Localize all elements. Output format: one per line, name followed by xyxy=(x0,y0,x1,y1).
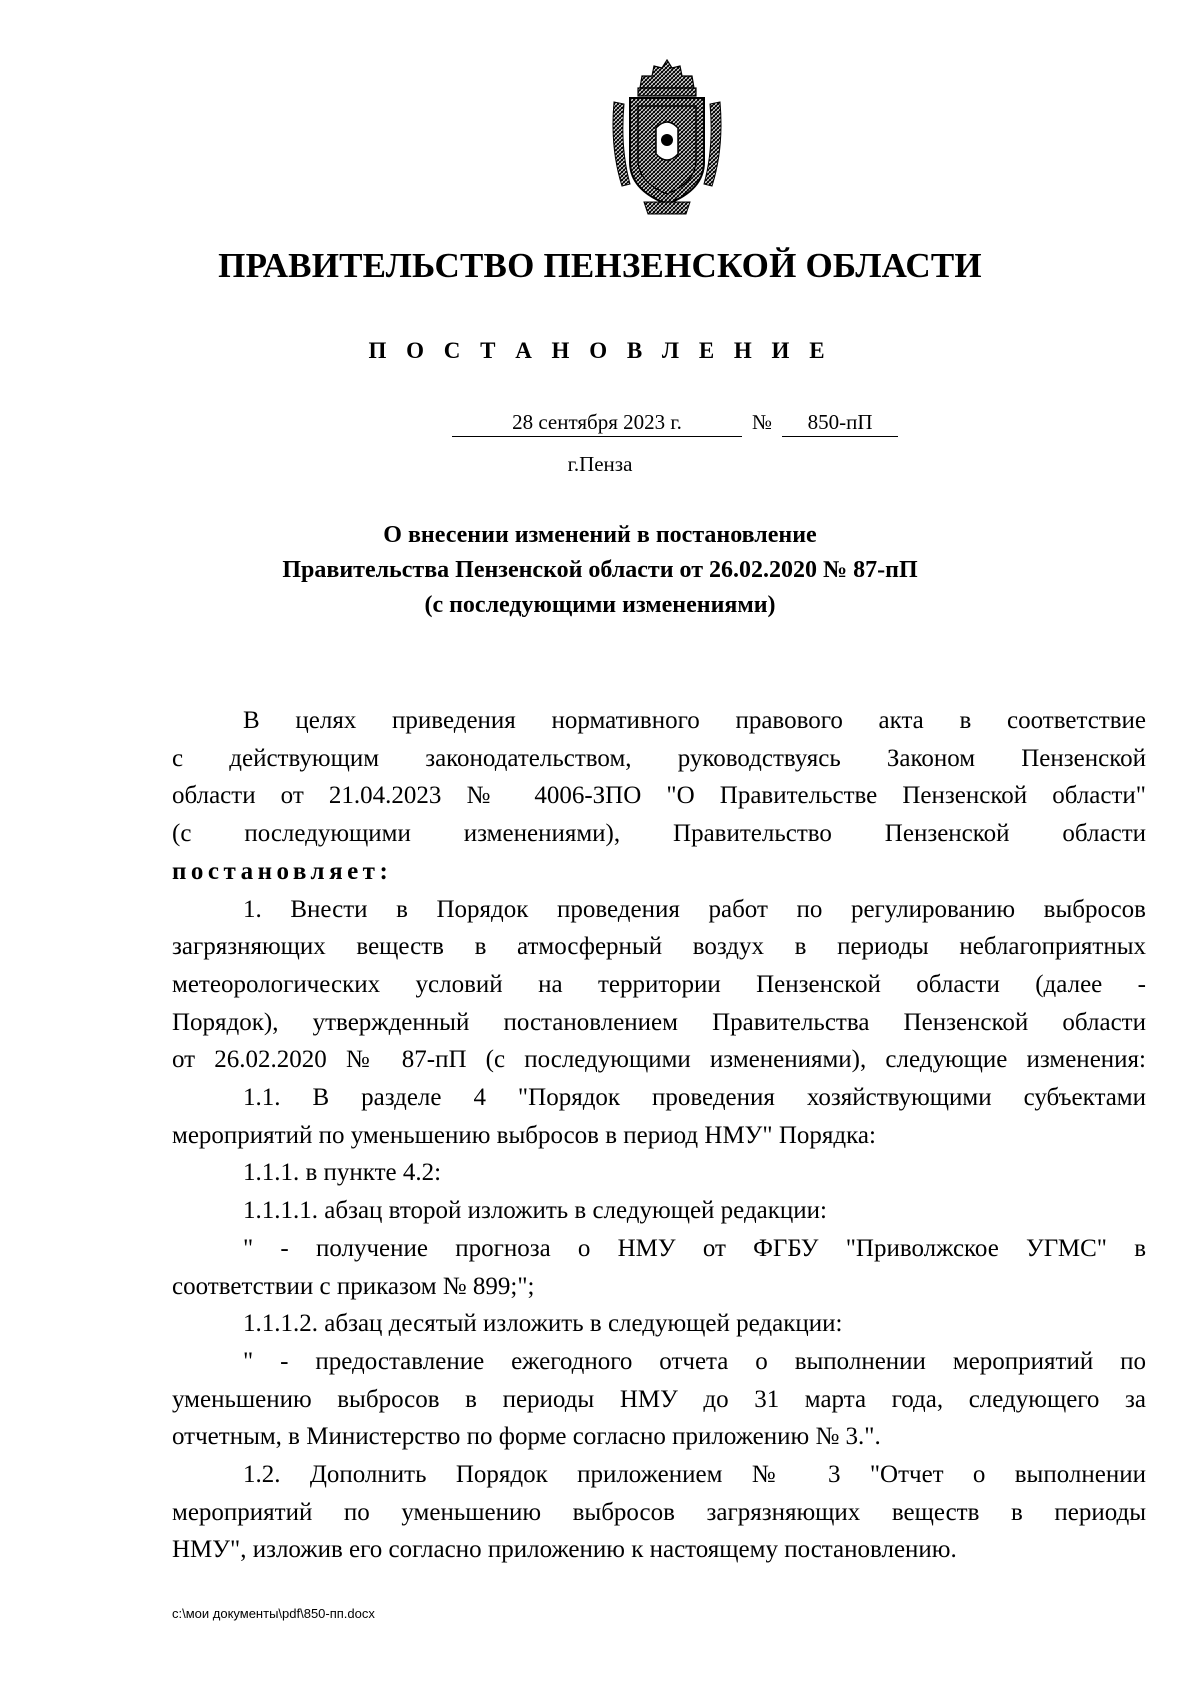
body-line: НМУ", изложив его согласно приложению к настоящему постановлению. xyxy=(172,1536,957,1564)
body-line: мероприятий по уменьшению выбросов в период НМУ" Порядка: xyxy=(172,1121,876,1149)
body-line: " - предоставление ежегодного отчета о выполнении мероприятий по xyxy=(243,1347,1146,1375)
subject-line: Правительства Пензенской области от 26.02.2020 № 87-пП xyxy=(282,557,918,583)
city: г.Пенза xyxy=(567,452,633,476)
body-line: метеорологических условий на территории Пензенской области (далее - xyxy=(172,970,1146,998)
body-line: " - получение прогноза о НМУ от ФГБУ "Приволжское УГМС" в xyxy=(243,1234,1146,1262)
government-title: ПРАВИТЕЛЬСТВО ПЕНЗЕНСКОЙ ОБЛАСТИ xyxy=(218,246,982,285)
body-line: области от 21.04.2023 № 4006-ЗПО "О Правительстве Пензенской области" xyxy=(172,782,1146,810)
body-line: (с последующими изменениями), Правительство Пензенской области xyxy=(172,820,1146,848)
body-line: 1.1.1.1. абзац второй изложить в следующей редакции: xyxy=(243,1197,827,1225)
resolution-keyword: постановляет: xyxy=(172,857,393,885)
document-date: 28 сентября 2023 г. xyxy=(452,410,742,437)
body-line: 1.1. В разделе 4 "Порядок проведения хозяйствующими субъектами xyxy=(243,1084,1146,1112)
body-line: Порядок), утвержденный постановлением Правительства Пензенской области xyxy=(172,1008,1146,1036)
date-number-line xyxy=(452,410,898,437)
subject-line: О внесении изменений в постановление xyxy=(383,522,817,548)
document-number: 850-пП xyxy=(782,410,898,437)
body-line: от 26.02.2020 № 87-пП (с последующими изменениями), следующие изменения: xyxy=(172,1046,1146,1074)
document-type: П О С Т А Н О В Л Е Н И Е xyxy=(368,338,832,363)
body-line: уменьшению выбросов в периоды НМУ до 31 марта года, следующего за xyxy=(172,1385,1146,1413)
document-subject xyxy=(0,518,1200,623)
document-body xyxy=(172,702,1146,1569)
footer-file-path: c:\мои документы\pdf\850-пп.docx xyxy=(172,1606,375,1621)
body-line: соответствии с приказом № 899;"; xyxy=(172,1272,535,1300)
body-line: мероприятий по уменьшению выбросов загрязняющих веществ в периоды xyxy=(172,1498,1146,1526)
body-line: загрязняющих веществ в атмосферный воздух в периоды неблагоприятных xyxy=(172,933,1146,961)
body-line xyxy=(172,853,1146,891)
body-line: 1.2. Дополнить Порядок приложением № 3 "Отчет о выполнении xyxy=(243,1461,1146,1489)
coat-of-arms-emblem xyxy=(608,58,726,216)
subject-line: (с последующими изменениями) xyxy=(424,592,776,618)
body-line: отчетным, в Министерство по форме согласно приложению № 3.". xyxy=(172,1423,881,1451)
body-line: В целях приведения нормативного правового акта в соответствие xyxy=(243,707,1146,734)
body-line: 1.1.1.2. абзац десятый изложить в следующей редакции: xyxy=(243,1310,843,1338)
body-line: 1. Внести в Порядок проведения работ по регулированию выбросов xyxy=(243,895,1146,923)
body-line: 1.1.1. в пункте 4.2: xyxy=(243,1159,442,1187)
body-line: с действующим законодательством, руководствуясь Законом Пензенской xyxy=(172,744,1146,772)
number-sign: № xyxy=(752,410,773,434)
